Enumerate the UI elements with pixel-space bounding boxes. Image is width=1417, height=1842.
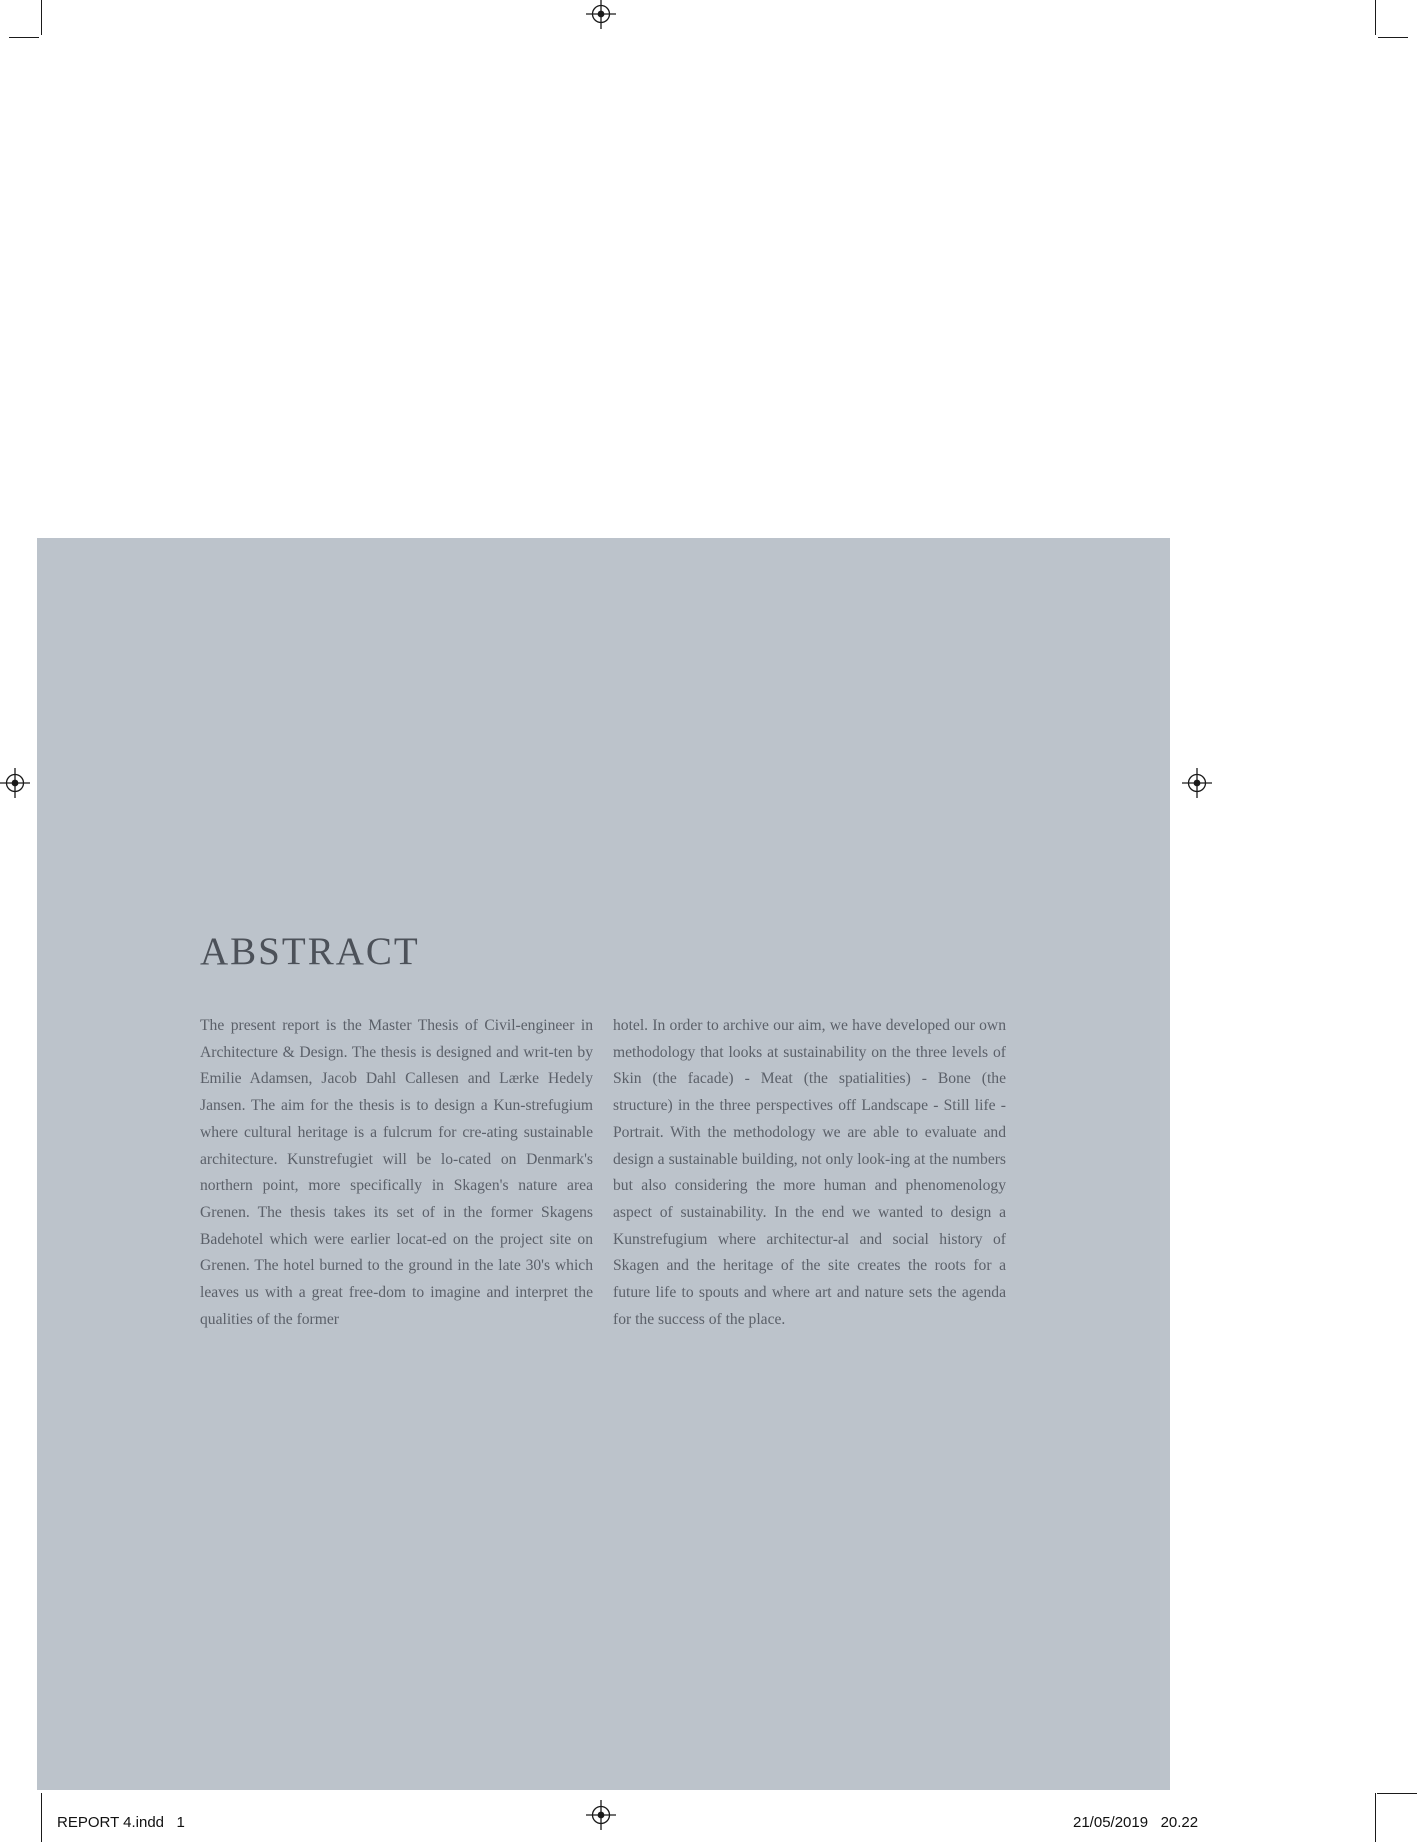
footer-rule-left — [41, 1793, 42, 1842]
crop-mark-top-left-vertical — [41, 0, 42, 35]
footer-filename-label: REPORT 4.indd 1 — [57, 1814, 185, 1831]
footer-timestamp-label: 21/05/2019 20.22 — [1073, 1814, 1199, 1831]
registration-target-icon-top — [586, 0, 616, 29]
crop-mark-top-left-horizontal — [9, 37, 39, 38]
crop-mark-top-right-horizontal — [1378, 37, 1408, 38]
abstract-column-left — [200, 1013, 593, 1333]
abstract-body-left: The present report is the Master Thesis of Civil-engineer in Architecture & Design. The thesis is designed and writ-ten by Emilie Adamsen, Jacob Dahl Callesen and Lærke Hedely Jansen. The aim for the thesis is to design a Kun-strefugium where cultural heritage is a fulcrum for cre-ating sustainable architecture. Kunstrefugiet will be lo-cated on Denmark's northern point, more specifically in Skagen's nature area Grenen. The thesis takes its set of in the former Skagens Badehotel which were earlier locat-ed on the project site on Grenen. The hotel burned to the ground in the late 30's which leaves us with a great free-dom to imagine and interpret the qualities of the former — [200, 1017, 593, 1328]
footer-tick-right — [1377, 1793, 1417, 1794]
registration-target-icon-right — [1182, 768, 1212, 798]
abstract-body-right: hotel. In order to archive our aim, we have developed our own methodology that looks at sustainability on the three levels of Skin (the facade) - Meat (the spatialities) - Bone (the structure) in the three perspectives off Landscape - Still life - Portrait. With the methodology we are able to evaluate and design a sustainable building, not only look-ing at the numbers but also considering the more human and phenomenology aspect of sustainability. In the end we wanted to design a Kunstrefugium where architectur-al and social history of Skagen and the heritage of the site creates the roots for a future life to spouts and where art and nature sets the agenda for the success of the place. — [613, 1017, 1006, 1328]
registration-target-icon-bottom — [586, 1800, 616, 1830]
crop-mark-top-right-vertical — [1375, 0, 1376, 35]
abstract-section — [200, 932, 1006, 1333]
page-title: ABSTRACT — [200, 930, 420, 973]
footer-rule-right — [1375, 1793, 1376, 1842]
registration-target-icon-left — [0, 768, 30, 798]
abstract-columns — [200, 1013, 1006, 1333]
abstract-column-right — [613, 1013, 1006, 1333]
